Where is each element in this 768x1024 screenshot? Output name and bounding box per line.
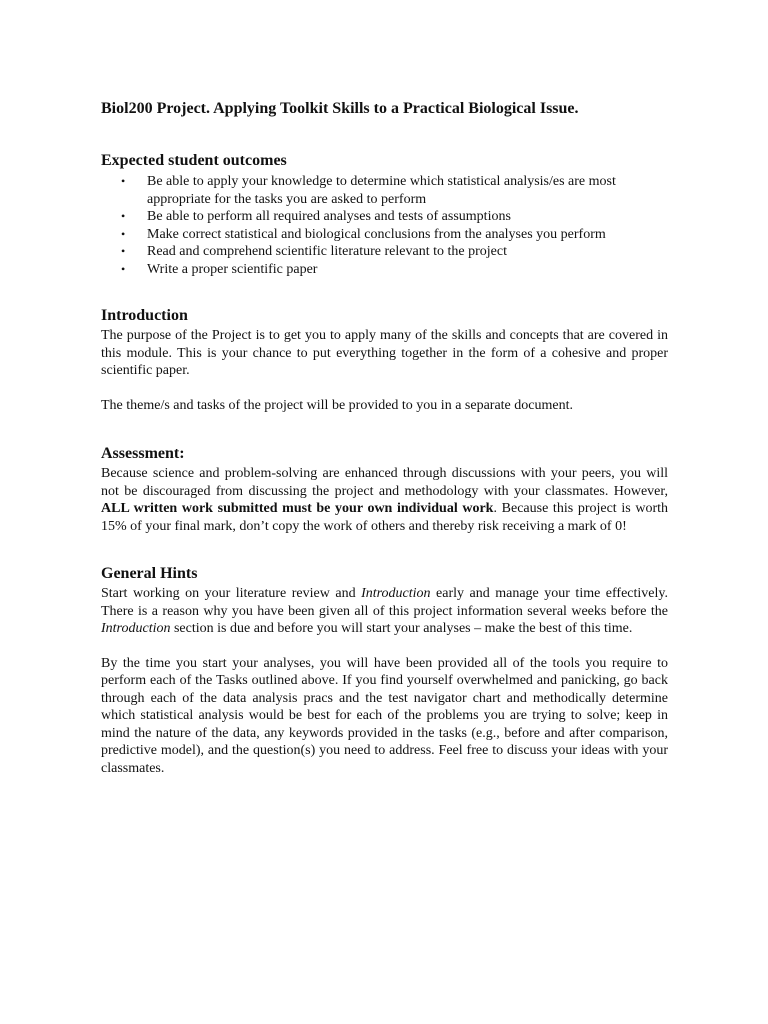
assessment-bold-text: ALL written work submitted must be your own individual work	[101, 501, 494, 516]
general-hints-paragraph-1	[101, 585, 668, 638]
introduction-paragraph-1: The purpose of the Project is to get you to apply many of the skills and concepts that are covered in this module. This is your chance to put everything together in the form of a cohesive and proper scientific paper.	[101, 328, 668, 378]
assessment-text-after: . Because this project is worth 15% of your final mark, don’t copy the work of others and thereby risk receiving a mark of 0!	[101, 501, 668, 534]
outcomes-heading: Expected student outcomes	[101, 152, 287, 169]
hints-text-part-1: Start working on your literature review and	[101, 586, 362, 601]
assessment-heading: Assessment:	[101, 445, 185, 462]
document-title: Biol200 Project. Applying Toolkit Skills to a Practical Biological Issue.	[101, 100, 579, 117]
list-item	[101, 226, 668, 244]
bullet-icon: •	[121, 261, 126, 276]
general-hints-heading: General Hints	[101, 565, 198, 582]
hints-italic-2: Introduction	[101, 621, 171, 636]
assessment-paragraph	[101, 465, 668, 535]
hints-text-part-3: section is due and before you will start your analyses – make the best of this time.	[170, 621, 633, 636]
assessment-text-before: Because science and problem-solving are enhanced through discussions with your peers, you will not be discouraged from discussing the project and methodology with your classmates. However,	[101, 466, 668, 499]
outcome-text: Write a proper scientific paper	[147, 261, 318, 277]
outcome-text: Be able to apply your knowledge to determine which statistical analysis/es are most appropriate for the tasks you are asked to perform	[147, 174, 616, 207]
hints-italic-1: Introduction	[361, 586, 431, 601]
general-hints-paragraph-2: By the time you start your analyses, you will have been provided all of the tools you require to perform each of the Tasks outlined above. If you find yourself overwhelmed and panicking, go back through each of the data analysis pracs and the test navigator chart and methodically determine which statistical analysis would be best for each of the problems you are trying to solve; keep in mind the nature of the data, any keywords provided in the tasks (e.g., before and after comparison, predictive model), and the question(s) you need to address. Feel free to discuss your ideas with your classmates.	[101, 655, 668, 776]
outcome-text: Make correct statistical and biological conclusions from the analyses you perform	[147, 226, 606, 242]
outcome-text: Be able to perform all required analyses and tests of assumptions	[147, 209, 511, 224]
list-item	[101, 261, 668, 279]
list-item	[101, 208, 668, 226]
bullet-icon: •	[121, 244, 126, 258]
bullet-icon: •	[121, 209, 126, 223]
outcomes-list	[101, 173, 668, 278]
bullet-icon: •	[121, 226, 126, 241]
introduction-paragraph-2: The theme/s and tasks of the project will be provided to you in a separate document.	[101, 397, 573, 413]
hints-text-part-2: early and manage your time effectively. There is a reason why you have been given all of this project information several weeks before the	[101, 586, 668, 619]
list-item	[101, 173, 668, 208]
list-item	[101, 243, 668, 261]
bullet-icon: •	[121, 174, 126, 188]
outcome-text: Read and comprehend scientific literature relevant to the project	[147, 244, 507, 259]
introduction-heading: Introduction	[101, 307, 188, 324]
